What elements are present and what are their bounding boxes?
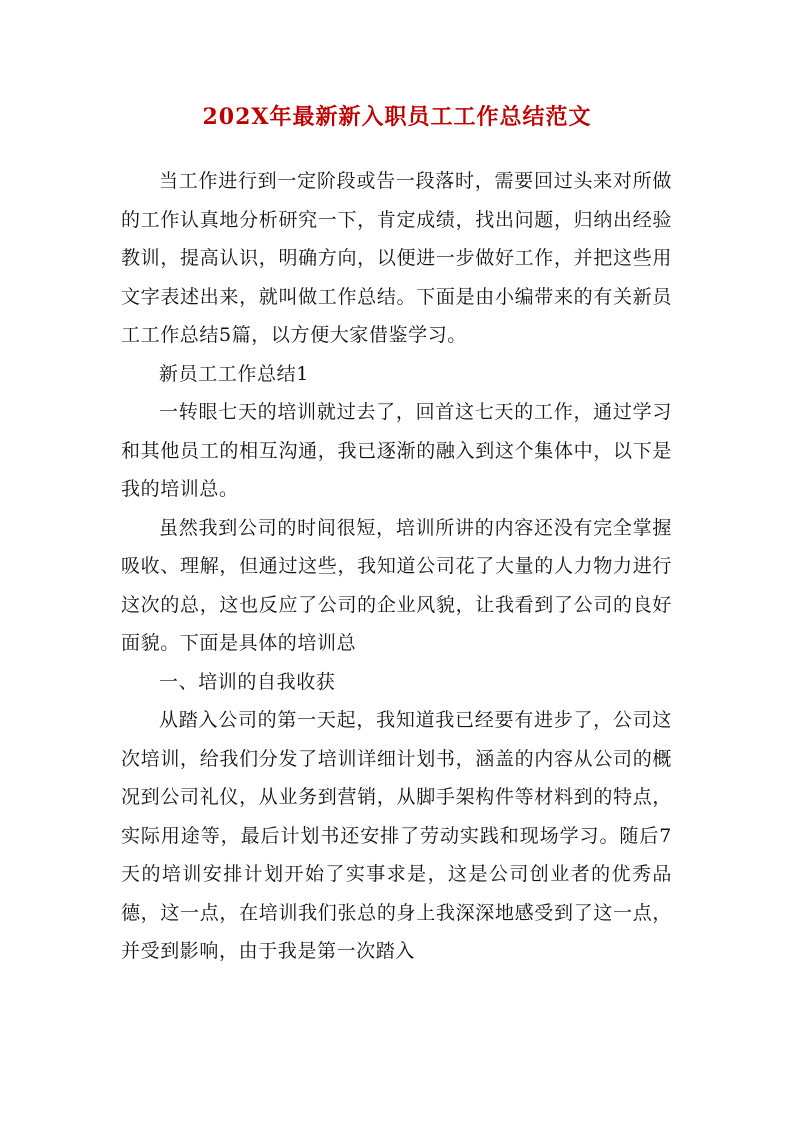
paragraph-company-impression: 虽然我到公司的时间很短，培训所讲的内容还没有完全掌握吸收、理解，但通过这些，我知道公司花了大量的人力物力进行这次的总，这也反应了公司的企业风貌，让我看到了公司的良好面貌。下面是具体的培训总 [121, 516, 672, 654]
section-heading-self-gains: 一、培训的自我收获 [159, 670, 336, 693]
document-body [121, 162, 672, 971]
paragraph-intro: 当工作进行到一定阶段或告一段落时，需要回过头来对所做的工作认真地分析研究一下，肯定成绩，找出问题，归纳出经验教训，提高认识，明确方向，以便进一步做好工作，并把这些用文字表述出来，就叫做工作总结。下面是由小编带来的有关新员工工作总结5篇，以方便大家借鉴学习。 [121, 170, 672, 346]
document-title: 202X年最新新入职员工工作总结范文 [202, 104, 592, 130]
paragraph-training-intro: 一转眼七天的培训就过去了，回首这七天的工作，通过学习和其他员工的相互沟通，我已逐渐的融入到这个集体中，以下是我的培训总。 [121, 401, 672, 500]
section-heading-summary-1: 新员工工作总结1 [159, 362, 309, 385]
paragraph-first-day: 从踏入公司的第一天起，我知道我已经要有进步了，公司这次培训，给我们分发了培训详细计划书，涵盖的内容从公司的概况到公司礼仪，从业务到营销，从脚手架构件等材料到的特点，实际用途等，最后计划书还安排了劳动实践和现场学习。随后7天的培训安排计划开始了实事求是，这是公司创业者的优秀品德，这一点，在培训我们张总的身上我深深地感受到了这一点，并受到影响，由于我是第一次踏入 [121, 709, 672, 962]
